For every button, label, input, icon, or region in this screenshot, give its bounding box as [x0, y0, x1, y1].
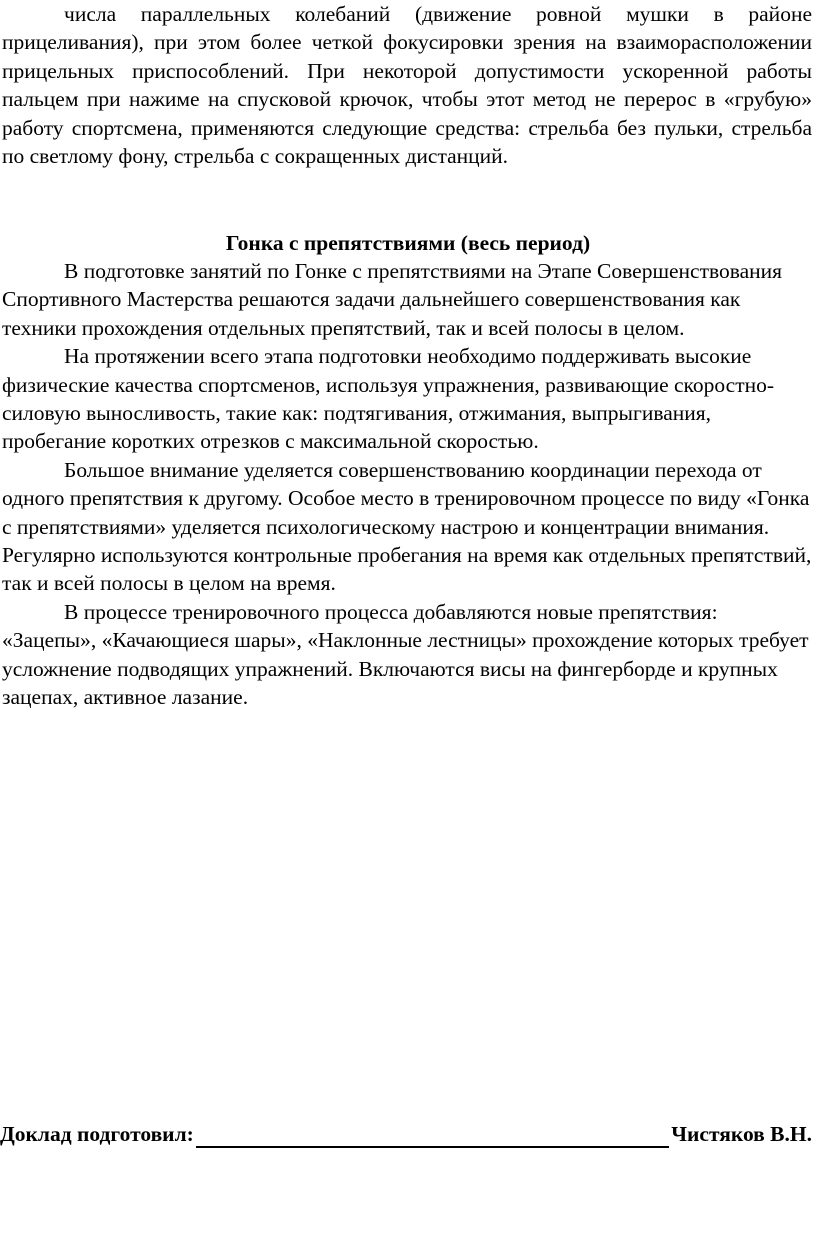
section-title: Гонка с препятствиями (весь период) — [225, 231, 591, 255]
intro-paragraph: числа параллельных колебаний (движение ровной мушки в районе прицеливания), при этом более четкой фокусировки зрения на взаиморасположении прицельных приспособлений. При некоторой допустимости ускоренной работы пальцем при нажиме на спусковой крючок, чтобы этот метод не перерос в «грубую» работу спортсмена, применяются следующие средства: стрельба без пульки, стрельба по светлому фону, стрельба с сокращенных дистанций. — [2, 2, 812, 169]
section-paragraph-1: В подготовке занятий по Гонке с препятствиями на Этапе Совершенствования Спортивного Мастерства решаются задачи дальнейшего совершенствования как техники прохождения отдельных препятствий, так и всей полосы в целом. — [2, 259, 783, 340]
section-paragraph-3: Большое внимание уделяется совершенствованию координации перехода от одного препятствия к другому. Особое место в тренировочном процессе по виду «Гонка с препятствиями» уделяется психологическому настрою и концентрации внимания. Регулярно используются контрольные пробегания на время как отдельных препятствий, так и всей полосы в целом на время. — [2, 457, 812, 596]
intro-text-block — [2, 0, 812, 170]
signature-name: Чистяков В.Н. — [671, 1122, 812, 1146]
section-paragraph-4: В процессе тренировочного процесса добавляются новые препятствия: «Зацепы», «Качающиеся шары», «Наклонные лестницы» прохождение которых требует усложнение подводящих упражнений. Включаются висы на фингерборде и крупных зацепах, активное лазание. — [2, 599, 809, 710]
section-paragraph-2: На протяжении всего этапа подготовки необходимо поддерживать высокие физические качества спортсменов, используя упражнения, развивающие скоростно-силовую выносливость, такие как: подтягивания, отжимания, выпрыгивания, пробегание коротких отрезков с максимальной скоростью. — [2, 344, 775, 454]
signature-line — [0, 1120, 812, 1148]
signature-underline — [196, 1124, 669, 1148]
signature-label: Доклад подготовил: — [0, 1122, 194, 1146]
section-body — [2, 257, 812, 712]
